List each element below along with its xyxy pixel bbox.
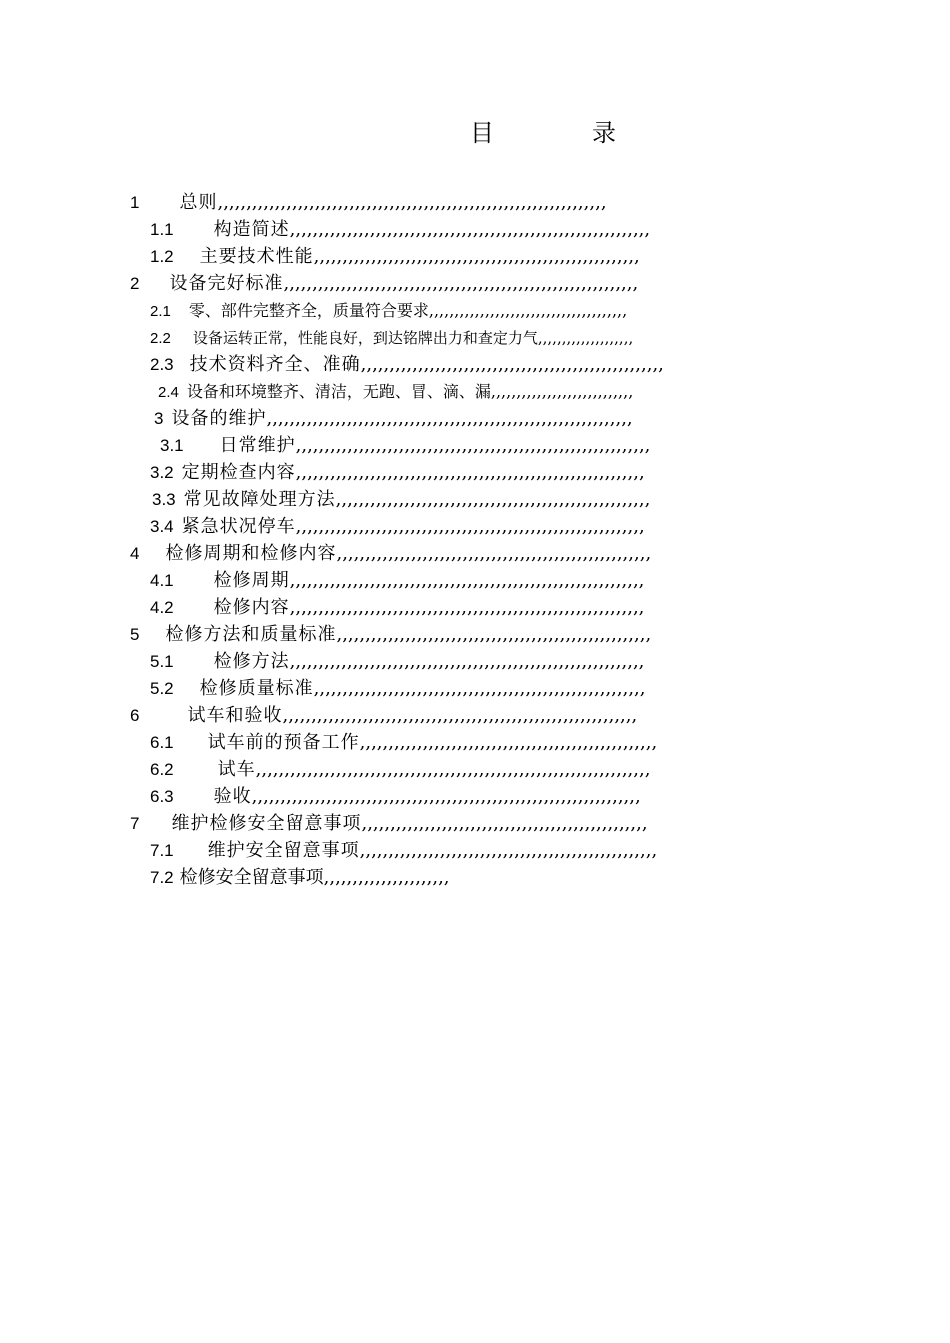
toc-entry-number: 7 bbox=[130, 814, 140, 833]
toc-entry-leader: ,,,,,,,,,,,,,,,,,,,,,,,,,,,,,,,,,,,,,,,,,,,,,,,,,,,,,,,,,,,,,, bbox=[282, 705, 638, 726]
toc-entry-leader: ,,,,,,,,,,,,,,,,,,,,,,,,,,,,,,,,,,,,,,,,,,,,,,,,,,,, bbox=[359, 732, 658, 753]
toc-entry-leader: ,,,,,,,,,,,,,,,,,,,,,,,,,,,,,,,,,,,,,,,,,,,,,,,,,,,,,,,,,, bbox=[313, 678, 646, 699]
toc-entry-leader: ,,,,,,,,,,,,,,,,,,,,,,,,,,,,,,,,,,,,,,,,,,,,,,,,,,,,,,,,,,,,,, bbox=[289, 570, 645, 591]
toc-entry-leader: ,,,,,,,,,,,,,,,,,,,,,,,,,,,,,,,,,,,,,,,,,,,,,,,,,,,,,,,,,,,,,,,,,,,, bbox=[217, 192, 607, 213]
toc-entry[interactable] bbox=[130, 703, 778, 729]
toc-entry[interactable] bbox=[150, 730, 778, 756]
toc-entry[interactable] bbox=[160, 433, 778, 459]
toc-entry[interactable] bbox=[150, 757, 778, 783]
toc-entry-number: 1.2 bbox=[150, 247, 174, 266]
toc-entry-text: 设备完好标准 bbox=[169, 273, 284, 294]
toc-entry[interactable] bbox=[150, 676, 778, 702]
toc-entry[interactable] bbox=[150, 514, 778, 540]
toc-entry-text: 检修质量标准 bbox=[199, 678, 314, 699]
toc-entry-leader: ,,,,,,,,,,,,,,,,,,,,,,,,,,,,,,,,,,,,,,,,,,,,,,,,,,,,,,,,,,,,,,, bbox=[289, 219, 651, 240]
toc-entry-leader: ,,,,,,,,,,,,,,,,,,,,,,,,,,,,,,,,,,,,,,,,,,,,,,,,,,,, bbox=[359, 840, 658, 861]
toc-entry-number: 2.4 bbox=[158, 384, 179, 401]
toc-entry-leader: ,,,,,,,,,,,,,,,,,,,,,,,,,,,,,,,,,,,,,,,,,,,,,,,,,,,,,,,,,,,,,,,,,,,,, bbox=[255, 759, 651, 780]
toc-entry-number: 3.4 bbox=[150, 517, 174, 536]
toc-entry[interactable] bbox=[150, 595, 778, 621]
toc-entry[interactable] bbox=[150, 244, 778, 270]
toc-entry[interactable] bbox=[150, 568, 778, 594]
toc-entry-leader: ,,,,,,,,,,,,,,,,,,,,,,,,,,,,,,,,,,,,,,,,,,,,,,,,,,,,,,, bbox=[336, 624, 652, 645]
toc-entry[interactable] bbox=[150, 217, 778, 243]
toc-entry-text: 构造简述 bbox=[213, 219, 290, 240]
toc-entry-text: 技术资料齐全、准确 bbox=[189, 354, 361, 375]
toc-entry-text: 设备的维护 bbox=[171, 408, 267, 429]
toc-entry-text: 验收 bbox=[213, 786, 252, 807]
toc-entry-leader: ,,,,,,,,,,,,,,,,,,,,,,,,,,,,,,,,,,,,,,,,,,,,,,,,,,,,,,,,,,,,,, bbox=[289, 651, 645, 672]
toc-entry-leader: ,,,,,,,,,,,,,,,,,,,,,,,,,,,,,,,,,,,,,,,,,,,,,,,,,,,,,,,,,,,,, bbox=[295, 462, 645, 483]
toc-entry-text: 检修方法和质量标准 bbox=[165, 624, 337, 645]
toc-entry[interactable] bbox=[150, 649, 778, 675]
toc-entry-leader: ,,,,,,,,,,,,,,,,,,,, bbox=[537, 329, 634, 347]
toc-entry-text: 总则 bbox=[179, 192, 218, 213]
toc-entry[interactable] bbox=[154, 406, 778, 432]
toc-title bbox=[0, 118, 950, 152]
toc-entry-leader: ,,,,,,,,,,,,,,,,,,,,,, bbox=[323, 867, 450, 888]
toc-entry-number: 5.1 bbox=[150, 652, 174, 671]
toc-entry-number: 5 bbox=[130, 625, 140, 644]
toc-entry[interactable] bbox=[130, 271, 778, 297]
toc-entry-leader: ,,,,,,,,,,,,,,,,,,,,,,,,,,,,,,,,,,,,,,, bbox=[428, 301, 628, 320]
toc-entry-leader: ,,,,,,,,,,,,,,,,,,,,,,,,,,,,,,,,,,,,,,,,,,,,,,,,,,,,,,, bbox=[335, 489, 651, 510]
toc-entry-leader: ,,,,,,,,,,,,,,,,,,,,,,,,,,,,,,,,,,,,,,,,,,,,,,,,,,,,, bbox=[360, 354, 664, 375]
toc-entry-leader: ,,,,,,,,,,,,,,,,,,,,,,,,,,,,,,,,,,,,,,,,,,,,,,,,,,,,,,, bbox=[336, 543, 652, 564]
toc-entry-number: 4.1 bbox=[150, 571, 174, 590]
toc-entry-leader: ,,,,,,,,,,,,,,,,,,,,,,,,,,,,,,,,,,,,,,,,,,,,,,,,,,,,,,,,,,,,,,,, bbox=[266, 408, 633, 429]
toc-entry[interactable] bbox=[130, 622, 778, 648]
toc-title-char-1: 目 bbox=[470, 119, 494, 147]
toc-entry-text: 检修安全留意事项 bbox=[179, 867, 324, 888]
toc-entry-text: 设备运转正常，性能良好，到达铭牌出力和查定力气 bbox=[192, 329, 538, 347]
toc-entry[interactable] bbox=[130, 541, 778, 567]
toc-entry-text: 零、部件完整齐全，质量符合要求 bbox=[188, 301, 429, 320]
toc-title-char-2: 录 bbox=[592, 119, 616, 147]
toc-entry-text: 维护安全留意事项 bbox=[207, 840, 360, 861]
toc-entry-number: 6 bbox=[130, 706, 140, 725]
toc-entry-number: 6.2 bbox=[150, 760, 174, 779]
toc-entry-text: 主要技术性能 bbox=[199, 246, 314, 267]
toc-entry-text: 试车 bbox=[217, 759, 256, 780]
toc-entry-text: 紧急状况停车 bbox=[181, 516, 296, 537]
toc-entry-text: 维护检修安全留意事项 bbox=[171, 813, 362, 834]
toc-entry-leader: ,,,,,,,,,,,,,,,,,,,,,,,,,,,,,,,,,,,,,,,,,,,,,,,,,,,,,,,,,,,,,,,,,,,, bbox=[251, 786, 641, 807]
toc-entry-leader: ,,,,,,,,,,,,,,,,,,,,,,,,,,,,,,,,,,,,,,,,,,,,,,,,,,,,,,,,,,,,,, bbox=[283, 273, 639, 294]
toc-entry[interactable] bbox=[158, 379, 778, 405]
toc-entry-text: 检修周期和检修内容 bbox=[165, 543, 337, 564]
toc-entry[interactable] bbox=[150, 784, 778, 810]
toc-entry-number: 2.3 bbox=[150, 355, 174, 374]
toc-entry-number: 3.1 bbox=[160, 436, 184, 455]
toc-entry[interactable] bbox=[150, 838, 778, 864]
toc-entry-number: 7.1 bbox=[150, 841, 174, 860]
toc-entry-text: 日常维护 bbox=[219, 435, 296, 456]
toc-entry-text: 检修内容 bbox=[213, 597, 290, 618]
toc-entry-number: 2.1 bbox=[150, 303, 171, 320]
toc-entry-leader: ,,,,,,,,,,,,,,,,,,,,,,,,,,,,,,,,,,,,,,,,,,,,,,,,,,,,,,,,,,,,,, bbox=[295, 435, 651, 456]
toc-entry-number: 1.1 bbox=[150, 220, 174, 239]
toc-entry[interactable] bbox=[150, 352, 778, 378]
toc-entry-number: 3.2 bbox=[150, 463, 174, 482]
toc-entry[interactable] bbox=[150, 298, 778, 324]
toc-entry-leader: ,,,,,,,,,,,,,,,,,,,,,,,,,,,,,,,,,,,,,,,,,,,,,,,,,,,,,,,,, bbox=[313, 246, 640, 267]
toc-entry-text: 定期检查内容 bbox=[181, 462, 296, 483]
toc-entry-number: 3.3 bbox=[152, 490, 176, 509]
toc-entry[interactable] bbox=[130, 811, 778, 837]
toc-entry-text: 检修方法 bbox=[213, 651, 290, 672]
toc-entry-number: 4 bbox=[130, 544, 140, 563]
toc-entry-number: 5.2 bbox=[150, 679, 174, 698]
toc-entry-number: 1 bbox=[130, 193, 140, 212]
toc-entry-text: 常见故障处理方法 bbox=[183, 489, 336, 510]
toc-entry-number: 6.1 bbox=[150, 733, 174, 752]
toc-entry[interactable] bbox=[130, 190, 778, 216]
toc-entry[interactable] bbox=[150, 865, 778, 891]
toc-entry-text: 检修周期 bbox=[213, 570, 290, 591]
toc-entry-leader: ,,,,,,,,,,,,,,,,,,,,,,,,,,,,,,,,,,,,,,,,,,,,,,,,,, bbox=[361, 813, 648, 834]
toc-entry-number: 2 bbox=[130, 274, 140, 293]
toc-entry-leader: ,,,,,,,,,,,,,,,,,,,,,,,,,,,,,,,,,,,,,,,,,,,,,,,,,,,,,,,,,,,,,, bbox=[289, 597, 645, 618]
toc-entry[interactable] bbox=[150, 325, 778, 351]
toc-entry-number: 2.2 bbox=[150, 330, 171, 347]
toc-entry[interactable] bbox=[152, 487, 778, 513]
toc-entry-number: 6.3 bbox=[150, 787, 174, 806]
toc-entry-number: 7.2 bbox=[150, 868, 174, 887]
toc-entry-text: 试车前的预备工作 bbox=[207, 732, 360, 753]
toc-entry-text: 试车和验收 bbox=[187, 705, 283, 726]
toc-entry-text: 设备和环境整齐、清洁，无跑、冒、滴、漏 bbox=[186, 382, 491, 401]
toc-entry-number: 4.2 bbox=[150, 598, 174, 617]
toc-entry-number: 3 bbox=[154, 409, 164, 428]
toc-entry[interactable] bbox=[150, 460, 778, 486]
toc-entry-leader: ,,,,,,,,,,,,,,,,,,,,,,,,,,,,,,,,,,,,,,,,,,,,,,,,,,,,,,,,,,,,, bbox=[295, 516, 645, 537]
toc-entry-leader: ,,,,,,,,,,,,,,,,,,,,,,,,,,,, bbox=[490, 382, 634, 401]
